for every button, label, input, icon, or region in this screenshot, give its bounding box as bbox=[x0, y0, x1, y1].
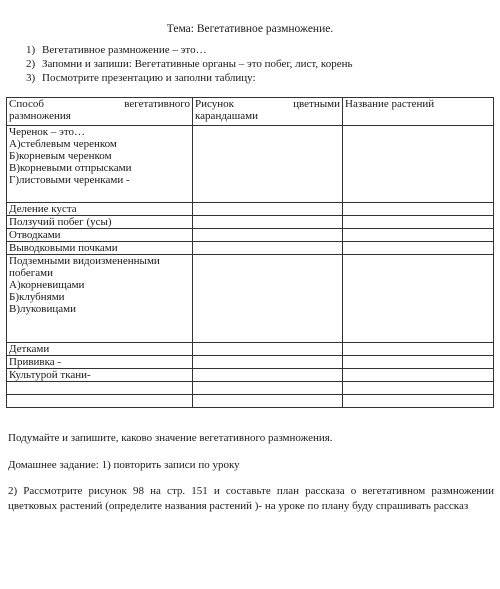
plant-name-cell[interactable] bbox=[343, 382, 494, 395]
header-method-word2: вегетативного bbox=[124, 98, 190, 110]
table-row bbox=[7, 229, 494, 242]
task-number: 3) bbox=[26, 72, 36, 84]
task-number: 2) bbox=[26, 58, 36, 70]
cell-line: В)луковицами bbox=[9, 303, 76, 315]
cell-line: Б)корневым черенком bbox=[9, 150, 112, 162]
cell-kultura: Культурой ткани- bbox=[7, 369, 193, 382]
table-row bbox=[7, 343, 494, 356]
plant-name-cell[interactable] bbox=[343, 203, 494, 216]
cell-line: А)стеблевым черенком bbox=[9, 138, 117, 150]
table-row bbox=[7, 369, 494, 382]
task-list bbox=[26, 43, 486, 85]
header-method bbox=[7, 98, 193, 126]
drawing-cell[interactable] bbox=[193, 255, 343, 343]
cell-line: Б)клубнями bbox=[9, 291, 65, 303]
task-item bbox=[26, 71, 486, 85]
think-instruction: Подумайте и запишите, каково значение вегетативного размножения. bbox=[8, 432, 333, 444]
cell-line: побегами bbox=[9, 267, 53, 279]
drawing-cell[interactable] bbox=[193, 242, 343, 255]
table-row bbox=[7, 242, 494, 255]
task-item bbox=[26, 43, 486, 57]
cell-line: В)корневыми отпрысками bbox=[9, 162, 132, 174]
header-drawing-word3: карандашами bbox=[195, 110, 259, 122]
plant-name-cell[interactable] bbox=[343, 356, 494, 369]
plant-name-cell[interactable] bbox=[343, 126, 494, 203]
cell-delenie: Деление куста bbox=[7, 203, 193, 216]
drawing-cell[interactable] bbox=[193, 229, 343, 242]
header-drawing-word2: цветными bbox=[293, 98, 340, 110]
plant-name-cell[interactable] bbox=[343, 255, 494, 343]
propagation-table bbox=[6, 97, 494, 408]
cell-line: Черенок – это… bbox=[9, 126, 86, 138]
task-text: Посмотрите презентацию и заполни таблицу: bbox=[42, 72, 256, 84]
table-row bbox=[7, 255, 494, 343]
homework-line: Домашнее задание: 1) повторить записи по уроку bbox=[8, 459, 240, 471]
plant-name-cell[interactable] bbox=[343, 395, 494, 408]
cell-polzuchiy: Ползучий побег (усы) bbox=[7, 216, 193, 229]
drawing-cell[interactable] bbox=[193, 203, 343, 216]
plant-name-cell[interactable] bbox=[343, 369, 494, 382]
header-method-word3: размножения bbox=[9, 110, 71, 122]
empty-cell[interactable] bbox=[7, 395, 193, 408]
cell-line: Г)листовыми черенками - bbox=[9, 174, 130, 186]
drawing-cell[interactable] bbox=[193, 395, 343, 408]
drawing-cell[interactable] bbox=[193, 126, 343, 203]
cell-line: А)корневищами bbox=[9, 279, 85, 291]
task-text: Запомни и запиши: Вегетативные органы – это побег, лист, корень bbox=[42, 58, 353, 70]
header-plant-names: Название растений bbox=[343, 98, 494, 126]
drawing-cell[interactable] bbox=[193, 216, 343, 229]
page-title: Тема: Вегетативное размножение. bbox=[166, 23, 334, 35]
table-row bbox=[7, 203, 494, 216]
task-number: 1) bbox=[26, 44, 36, 56]
drawing-cell[interactable] bbox=[193, 343, 343, 356]
cell-vyvodkovye: Выводковыми почками bbox=[7, 242, 193, 255]
cell-podzemnye bbox=[7, 255, 193, 343]
cell-line: Подземными видоизмененными bbox=[9, 255, 160, 267]
cell-privivka: Прививка - bbox=[7, 356, 193, 369]
table-row bbox=[7, 216, 494, 229]
drawing-cell[interactable] bbox=[193, 382, 343, 395]
plant-name-cell[interactable] bbox=[343, 242, 494, 255]
drawing-cell[interactable] bbox=[193, 356, 343, 369]
cell-cherenok bbox=[7, 126, 193, 203]
header-drawing bbox=[193, 98, 343, 126]
empty-cell[interactable] bbox=[7, 382, 193, 395]
plant-name-cell[interactable] bbox=[343, 229, 494, 242]
plant-name-cell[interactable] bbox=[343, 343, 494, 356]
header-method-word1: Способ bbox=[9, 98, 44, 110]
table-row-empty bbox=[7, 382, 494, 395]
task2-paragraph: 2) Рассмотрите рисунок 98 на стр. 151 и составьте план рассказа о вегетативном размножении цветковых растений (определите названия растений )- на уроке по плану буду спрашивать рассказ bbox=[8, 485, 494, 512]
task-item bbox=[26, 57, 486, 71]
task-text: Вегетативное размножение – это… bbox=[42, 44, 207, 56]
header-drawing-word1: Рисунок bbox=[195, 98, 234, 110]
table-row bbox=[7, 356, 494, 369]
table-row bbox=[7, 126, 494, 203]
cell-otvodki: Отводками bbox=[7, 229, 193, 242]
table-header-row bbox=[7, 98, 494, 126]
drawing-cell[interactable] bbox=[193, 369, 343, 382]
plant-name-cell[interactable] bbox=[343, 216, 494, 229]
table-row-empty bbox=[7, 395, 494, 408]
cell-detki: Детками bbox=[7, 343, 193, 356]
